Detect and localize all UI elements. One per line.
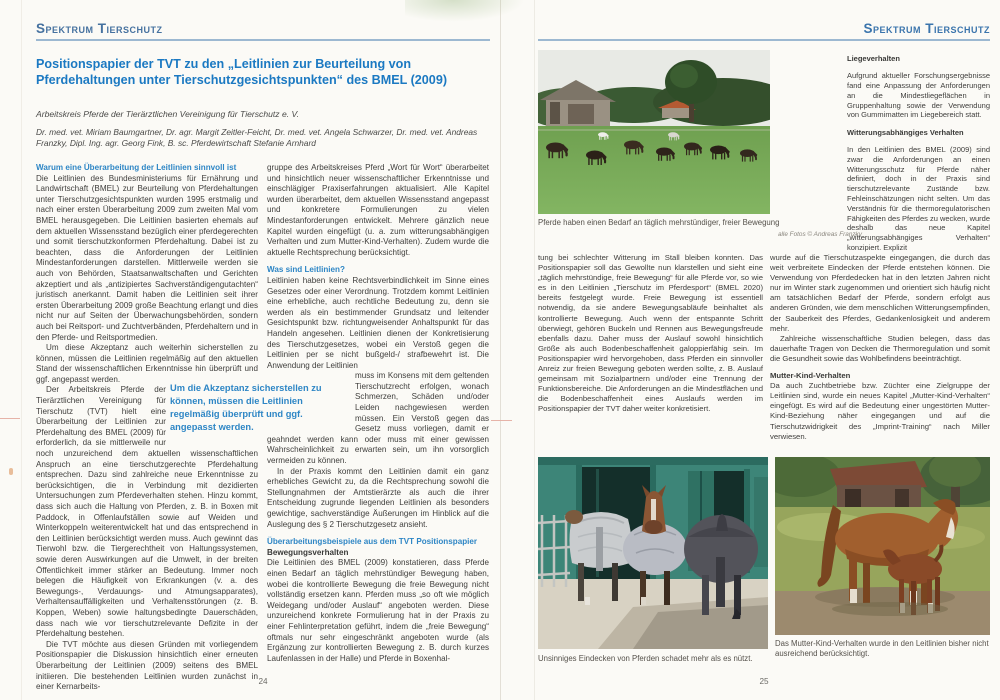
scan-edge-line (21, 0, 22, 700)
photo-credit: alle Fotos © Andreas Franzky (777, 231, 862, 238)
right-sidebar-column (847, 54, 990, 260)
body-paragraph: Die Leitlinien des Bundesministeriums für Ernährung und Landwirtschaft (BMEL) zur Beurteilung von Pferdehaltungen unter Tierschutzgesichtspunkten wurden 1995 erstmalig und nach einer ersten Überarbeitung 2009 zum zweiten Mal vom BMEL herausgegeben. Die Leitlinien basierten ehemals auf dem aktuellen Wissensstand bezüglich einer pferdegerechten und somit tierschutzkonformen Pferdehaltung. Dabei ist zu beachten, dass die Anforderungen der Leitlinien Mindestanforderungen darstellen. Mittlerweile werden sie auch von Behörden, Staatsanwaltschaften und Gerichten akzeptiert und als „antizipiertes Sachverständigengutachten“ juristisch anerkannt. Damit haben die Leitlinien seit ihrer ersten Überarbeitung 2009 große Beachtung erlangt und dies nicht nur auf Seiten der Überwachungsbehörden, sondern auch bei Reitsport- und Zuchtverbänden, Pferdehaltern und in den Pferde- und Reitsportmedien. (36, 173, 258, 342)
body-paragraph: Aufgrund aktueller Forschungsergebnisse fand eine Anpassung der Anforderungen an die Mindestliegeflächen in Gruppenhaltung sowie der Verwendung von Gummimatten im Liegebereich statt. (847, 71, 990, 120)
body-text: Der Arbeitskreis Pferde der Tierärztlichen Vereinigung für Tierschutz (TVT) hielt eine Überarbeitung der Leitlinien zur Pferdehaltung des BMEL (2009) für erforderlich, da sie mittlerweile nur noch unzureichend dem aktuellen wissenschaftlichen Anspruch an eine tierschutzgerechte Pferdehaltung entsprechen. Dazu sind zahlreiche neue Erkenntnisse zu berücksichtigen, die in Verbindung mit dezidierten Untersuchungen zum Pferdeverhalten stehen. Hinzu kommt, dass sich auch die Haltung von Pferden, z. B. in Boxen mit Paddock, in Offenlaufställen sowie auf Weiden und Winterkoppeln weiterentwickelt hat und das entsprechend in den Leitlinien berücksichtigt werden muss. Auch gewinnt das Tierwohl bzw. die Tiergerechtheit von Haltungssystemen, sowie deren Auswirkungen auf die Umwelt, in der breiten Öffentlichkeit immer stärker an Bedeutung. Immer noch belegen die Häufigkeit von Erkrankungen (v. a. des Bewegungs-, Verdauungs- und Atmungsapparates), Verhaltensauffälligkeiten und Verhaltensstörungen (z. B. Koppen, Weben) sowie haltungsbedingte Dauerschäden, dass nach wie vor tierschutzrelevante Defizite in der Pferdehaltung bestehen. (36, 385, 258, 639)
right-page (538, 0, 990, 700)
article-subtitle: Arbeitskreis Pferde der Tierärztlichen Vereinigung für Tierschutz e. V. (36, 109, 300, 119)
article-title: Positionspapier der TVT zu den „Leitlinien zur Beurteilung von Pferdehaltungen unter Tierschutzgesichtspunkten“ des BMEL (2009) (36, 57, 448, 87)
body-paragraph: Die Leitlinien des BMEL (2009) konstatieren, dass Pferde einen Bedarf an täglich mehrstündiger Bewegung haben, wobei die kontrollierte Bewegung die freie Bewegung nicht vollständig ersetzen kann. Pferden muss „so oft wie möglich Weidegang und/oder Auslauf“ angeboten werden. Diese unzureichend konkrete Formulierung hat in der Praxis zu einer Fehlinterpretation geführt, indem die „freie Bewegung“ oftmals nur sehr eingeschränkt angeboten wurde (als Ergänzung zur kontrollierten Bewegung z. B. durch kurzes Laufenlassen in der Halle) und Pferde in Boxenhal- (267, 558, 489, 663)
body-paragraph: wurde auf die Tierschutzaspekte eingegangen, die durch das weit verbreitete Eindecken der Pferde entstehen können. Die Verwendung von Pferdedecken hat in den letzten Jahren nicht nur im Winter stark zugenommen und orientiert sich häufig nicht am tatsächlichen Bedarf der Pferde, sondern erfolgt aus anderen Gründen, wie dem menschlichen Witterungsempfinden, der Sauberkeit des Pferdes, Gedankenlosigkeit und anderem mehr. (770, 253, 990, 333)
scan-speck (9, 468, 13, 475)
pull-quote: Um die Akzeptanz sicherstellen zu können, müssen die Leitlinien regelmäßig überprüft und ggf. angepasst werden. (170, 383, 322, 432)
body-paragraph: Da auch Zuchtbetriebe bzw. Züchter eine Zielgruppe der Leitlinien sind, wurde ein neues Kapitel „Mutter-Kind-Verhalten“ eingefügt. Es wird auf die Bedeutung einer ungestörten Mutter-Kind-Beziehung näher eingegangen und auf die Tierschutzwidrigkeit des „Imprint-Training“ nach Miller verwiesen. (770, 381, 990, 441)
section-heading: Warum eine Überarbeitung der Leitlinien sinnvoll ist (36, 163, 237, 172)
sub-heading: Liegeverhalten (847, 54, 900, 63)
section-heading: Was sind Leitlinien? (267, 265, 345, 275)
right-column-b (770, 253, 990, 442)
body-paragraph: Leitlinien haben keine Rechtsverbindlichkeit im Sinne eines Gesetzes oder einer Verordnung. Trotzdem kommt Leitlinien eine erhebliche, auch rechtliche Bedeutung zu, denn sie werden als ein bestimmender Grundsatz und leitender Gesichtspunkt bzw. richtungweisender Anhaltspunkt für das Handeln angesehen. Leitlinien dienen der Konkretisierung des Tierschutzgesetzes, wobei ein Verstoß gegen die Leitlinien per se nicht bußgeld-/ strafbewehrt ist. Die Anwendung der Leitlinien (267, 275, 489, 370)
sub-heading: Mutter-Kind-Verhalten (770, 371, 851, 381)
sub-heading: Bewegungsverhalten (267, 547, 349, 557)
page-number-left: 24 (258, 677, 268, 686)
page-edge-line (534, 0, 535, 700)
photo-mare-foal (775, 457, 990, 635)
left-page (36, 0, 490, 700)
body-paragraph: tung bei schlechter Witterung im Stall bleiben konnten. Das Positionspapier soll das Gewollte nun klarstellen und sieht eine „täglich mehrstündige, freie Bewegung“ für alle Pferde vor, so wie es in den Leitlinien „Tierschutz im Pferdesport“ (BMEL 2020) bereits festgelegt wurde. Freie Bewegung ist essentiell notwendig, da sie andere Bewegungsabläufe beinhaltet als kontrollierte Bewegung. Auch wenn der entspannte Schritt überwiegt, gehören Buckeln und Rennen aus Bewegungsfreude ebenfalls dazu. Daher muss der Auslauf sowohl hinsichtlich Größe als auch Bodenbeschaffenheit galoppierfähig sein. Im Positionspapier wird hervorgehoben, dass Pferden ein sinnvoller Anreiz zur freien Bewegung geboten werden sollte, z. B. Auslauf gemeinsam mit Sozialpartnern und/oder eine Trennung der Funktionsbereiche. Die Anforderungen an die Mindestflächen und die Bodenbeschaffenheit eines Auslaufs werden im Positionspapier der TVT daher weiter konkretisiert. (538, 253, 763, 414)
photo-caption-bottom-left: Unsinniges Eindecken von Pferden schadet mehr als es nützt. (538, 654, 753, 663)
body-paragraph: Die TVT möchte aus diesen Gründen mit vorliegendem Positionspapier die Diskussion hinsichtlich einer erneuten Überarbeitung der Leitlinien (2009) seitens des BMEL initiieren. Die bestehenden Leitlinien wurden zunächst in einer Kernarbeits- (36, 639, 258, 692)
page-number-right: 25 (759, 677, 769, 686)
section-header-right: Spektrum Tierschutz (538, 21, 990, 41)
body-paragraph: In den Leitlinien des BMEL (2009) sind zwar die Anforderungen an einen Witterungsschutz für Pferde näher definiert, doch in der Praxis sind tierschutzrelevante Zustände bzw. Fehleinschätzungen nicht selten. Um das Verständnis für die thermoregulatorischen Fähigkeiten des Pferdes zu wecken, wurde deshalb das neue Kapitel „witterungsabhängiges Verhalten“ konzipiert. Explizit (847, 145, 990, 253)
section-heading: Überarbeitungsbeispiele aus dem TVT Positionspapier (267, 537, 478, 547)
body-paragraph: In der Praxis kommt den Leitlinien damit ein ganz erhebliches Gewicht zu, da die Rechtsprechung sowohl die Stellungnahmen der Amtstierärzte als auch die ihrer Entscheidung zugrunde liegenden Leitlinien als besonders gewichtige, sachverständige Äußerungen im Hinblick auf die Auslegung des § 2 Tierschutzgesetz ansieht. (267, 466, 489, 529)
photo-horses-pasture (538, 50, 770, 214)
section-header-left: Spektrum Tierschutz (36, 21, 490, 41)
article-authors: Dr. med. vet. Miriam Baumgartner, Dr. agr. Margit Zeitler-Feicht, Dr. med. vet. Angela Schwarzer, Dr. med. vet. Andreas Franzky, Dipl. Ing. agr. Georg Fink, B. sc. Pferdewirtschaft Stefanie Arnhard (36, 127, 478, 148)
photo-caption-bottom-right: Das Mutter-Kind-Verhalten wurde in den Leitlinien bisher nicht ausreichend berücksichtigt. (775, 639, 989, 658)
body-paragraph: Um diese Akzeptanz auch weiterhin sicherstellen zu können, müssen die Leitlinien regelmäßig auf den aktuellen Stand der wissenschaftlichen Erkenntnisse hin überprüft und ggf. angepasst werden. (36, 343, 258, 384)
body-paragraph: Zahlreiche wissenschaftliche Studien belegen, dass das dauerhafte Tragen von Decken die Thermoregulation und somit die Gesundheit sowie das Wohlbefindens beeinträchtigt. (770, 333, 990, 363)
page-fold-line (500, 0, 501, 700)
body-paragraph: gruppe des Arbeitskreises Pferd „Wort für Wort“ überarbeitet und hinsichtlich neuer wissenschaftlicher Erkenntnisse und einschlägiger Praxiserfahrungen aktualisiert. Alle Kapitel wurden überarbeitet, dem aktuellen Wissensstand angepasst und konkretere Formulierungen zu vielen Mindestanforderungen entwickelt. Mehrere gänzlich neue Kapitel wurden eingefügt (u. a. zum witterungsabhängigen Verhalten und zum Mutter-Kind-Verhalten). Zudem wurde die aktuelle Rechtsprechung berücksichtigt. (267, 163, 489, 257)
right-column-a (538, 253, 763, 415)
body-text: muss im Konsens mit dem geltenden Tierschutzrecht erfolgen, wonach Schmerzen, Schäden und/oder Leiden nachgewiesen werden müssen. Ein Verstoß gegen das Gesetz muss vorliegen, damit er geahndet werden kann oder muss mit einer gewissen Wahrscheinlichkeit zu erwarten sein, um ihn vorsorglich vermeiden zu können. (267, 371, 489, 466)
sub-heading: Witterungsabhängiges Verhalten (847, 127, 964, 137)
photo-blanketed-horses (538, 457, 768, 649)
photo-caption-top: Pferde haben einen Bedarf an täglich mehrstündiger, freier Bewegung (538, 218, 780, 227)
scan-pink-mark (0, 418, 20, 419)
scan-pink-mark (491, 420, 512, 421)
